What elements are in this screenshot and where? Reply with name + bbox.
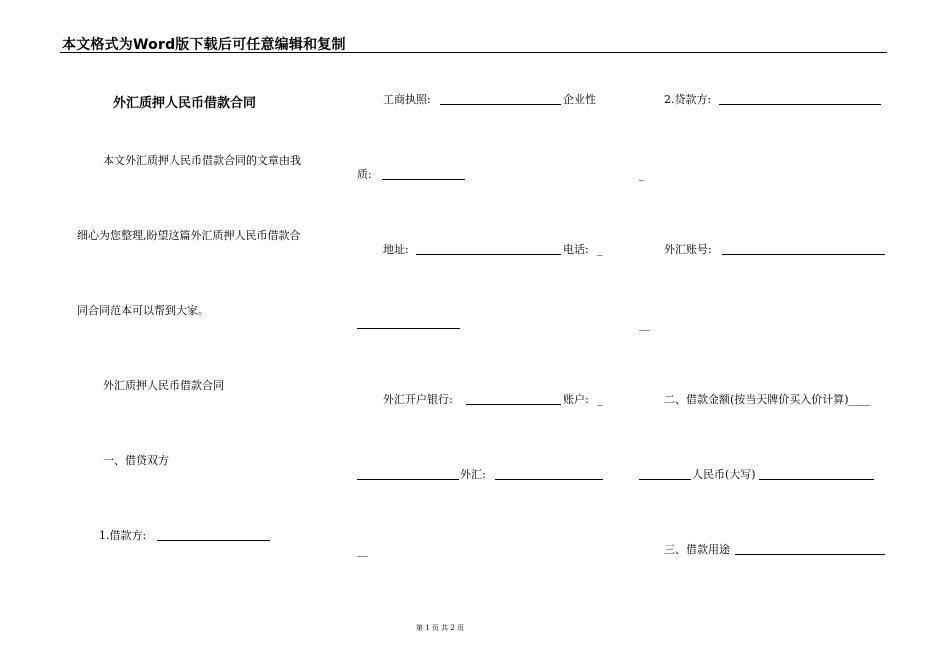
intro-line-1: 本文外汇质押人民币借款合同的文章由我 <box>103 154 301 167</box>
amount-blank <box>639 479 691 480</box>
enterprise-nature-label-b: 质: <box>357 168 372 181</box>
fx-label: 外汇: <box>460 468 486 481</box>
lender-blank <box>719 104 881 105</box>
purpose-blank <box>735 554 885 555</box>
trailing-blank: __ <box>357 544 368 557</box>
fx-account-blank <box>722 254 885 255</box>
intro-line-2: 细心为您整理,盼望这篇外汇质押人民币借款合 <box>77 229 301 242</box>
rmb-blank <box>759 479 874 480</box>
borrower-label: 1.借款方: <box>99 529 147 542</box>
phone-tail: _ <box>597 243 603 256</box>
account-tail: _ <box>597 393 603 406</box>
account-blank <box>357 479 459 480</box>
enterprise-nature-blank <box>382 179 465 180</box>
borrower-blank <box>157 540 270 541</box>
enterprise-nature-label-a: 企业性 <box>563 93 596 106</box>
fx-blank <box>495 479 603 480</box>
address-blank <box>416 254 561 255</box>
fx-account-label: 外汇账号: <box>664 243 712 256</box>
business-license-blank <box>440 104 561 105</box>
intro-line-3: 同合同范本可以帮到大家。 <box>77 304 209 317</box>
rmb-label: 人民币(大写) <box>692 468 756 481</box>
contract-subtitle: 外汇质押人民币借款合同 <box>103 379 224 392</box>
fx-account-tail: __ <box>639 318 650 331</box>
phone-blank <box>357 328 460 329</box>
fx-bank-blank <box>466 404 561 405</box>
lender-tail: _ <box>639 168 645 181</box>
page-footer: 第 1 页 共 2 页 <box>415 624 465 632</box>
address-label: 地址: <box>383 243 409 256</box>
fx-bank-label: 外汇开户银行: <box>383 393 453 406</box>
section-2-heading: 二、借款金额(按当天牌价买入价计算)____ <box>664 393 871 406</box>
section-3-heading: 三、借款用途 <box>664 543 730 556</box>
document-header: 本文格式为Word版下载后可任意编辑和复制 <box>62 37 346 53</box>
phone-label: 电话: <box>563 243 589 256</box>
document-title: 外汇质押人民币借款合同 <box>113 96 257 111</box>
account-label: 账户: <box>563 393 589 406</box>
section-1-heading: 一、借贷双方 <box>103 454 169 467</box>
lender-label: 2.贷款方: <box>664 93 712 106</box>
header-rule <box>60 52 887 53</box>
business-license-label: 工商执照: <box>383 93 431 106</box>
